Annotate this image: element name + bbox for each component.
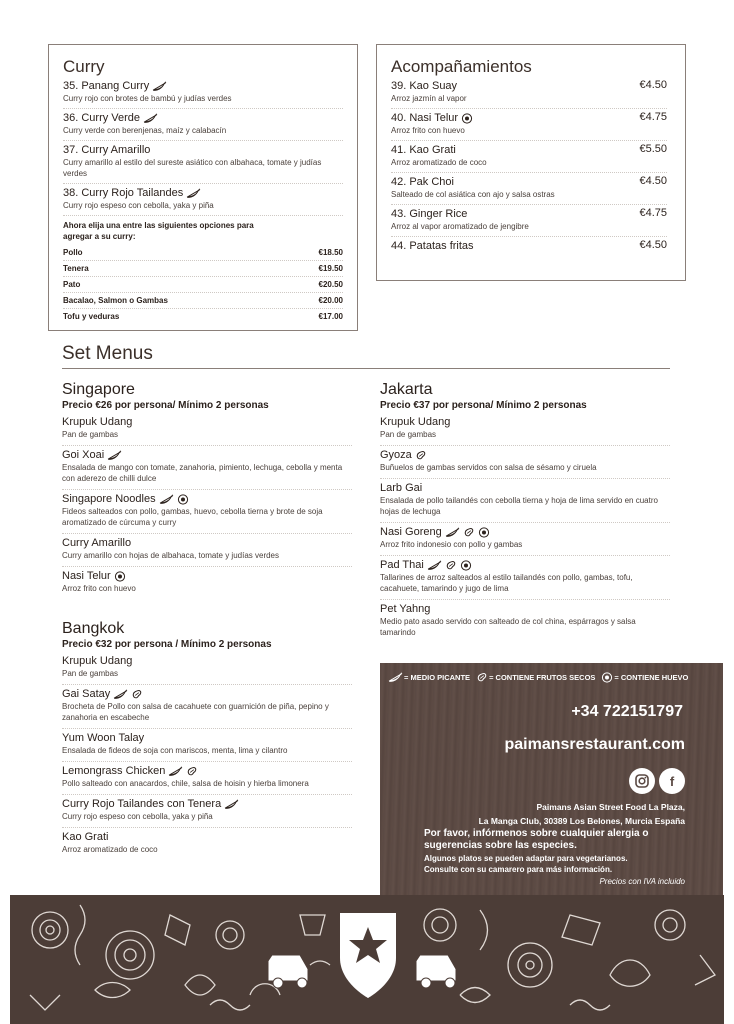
iva-note: Precios con IVA incluido xyxy=(599,877,685,886)
item-price: €4.50 xyxy=(639,239,667,251)
menu-item: Pet Yahng Medio pato asado servido con salteado de col china, espárragos y salsa tamarindo xyxy=(380,603,636,637)
side-item xyxy=(391,237,667,257)
item-price: €4.50 xyxy=(639,79,667,91)
chili-icon xyxy=(159,494,174,505)
item-desc: Arroz jazmín al vapor xyxy=(391,94,467,103)
curry-item xyxy=(63,184,343,216)
menu-item: Nasi Telur Arroz frito con huevo xyxy=(62,570,136,593)
item-name: 36. Curry Verde xyxy=(63,112,141,124)
item-desc: Curry rojo con brotes de bambú y judías verdes xyxy=(63,94,232,103)
item-desc: Curry verde con berenjenas, maíz y calabacín xyxy=(63,126,227,135)
item-price: €5.50 xyxy=(639,143,667,155)
allergy-note: Por favor, infórmenos sobre cualquier alergia o sugerencias sobre las especies. xyxy=(424,828,649,851)
menu-item: Krupuk Udang Pan de gambas xyxy=(380,413,670,446)
menu-item: Nasi Goreng Arroz frito indonesio con pollo y gambas xyxy=(380,523,670,556)
chili-icon xyxy=(445,527,460,538)
side-item xyxy=(391,109,667,141)
item-name: 42. Pak Choi xyxy=(391,176,454,188)
nut-icon xyxy=(131,689,143,700)
curry-option: Tofu y veduras €17.00 xyxy=(63,312,343,321)
set-menus-title: Set Menus xyxy=(62,343,153,364)
menu-singapore xyxy=(62,381,352,599)
phone-number[interactable]: +34 722151797 xyxy=(571,703,683,720)
egg-icon xyxy=(601,672,613,683)
curry-item xyxy=(63,79,343,109)
nut-icon xyxy=(186,766,198,777)
nut-icon xyxy=(415,450,427,461)
egg-icon xyxy=(478,527,490,538)
menu-item: Curry Amarillo Curry amarillo con hojas de albahaca, tomate y judías verdes xyxy=(62,534,352,567)
item-price: €4.50 xyxy=(639,175,667,187)
chili-icon xyxy=(143,113,158,124)
chili-icon xyxy=(152,81,167,92)
chili-icon xyxy=(113,689,128,700)
egg-icon xyxy=(114,571,126,582)
address: Paimans Asian Street Food La Plaza, La Manga Club, 30389 Los Belones, Murcia España xyxy=(478,802,685,826)
curry-option: Tenera €19.50 xyxy=(63,261,343,277)
item-price: €4.75 xyxy=(639,207,667,219)
menu-item: Curry Rojo Tailandes con Tenera Curry rojo espeso con cebolla, yaka y piña xyxy=(62,795,352,828)
curry-title: Curry xyxy=(63,57,105,76)
item-price: €4.75 xyxy=(639,111,667,123)
curry-options xyxy=(63,245,343,324)
egg-icon xyxy=(461,113,473,124)
chili-icon xyxy=(388,672,403,683)
chili-icon xyxy=(168,766,183,777)
item-name: 38. Curry Rojo Tailandes xyxy=(63,187,184,199)
menu-title: Jakarta xyxy=(380,381,433,398)
menu-item: Yum Woon Talay Ensalada de fideos de soja con mariscos, menta, lima y cilantro xyxy=(62,729,352,762)
side-item xyxy=(391,141,667,173)
menu-item: Singapore Noodles Fideos salteados con pollo, gambas, huevo, cebolla tierna y brote de soja aromatizado de cúrcuma y curry xyxy=(62,490,352,534)
menu-bangkok xyxy=(62,620,352,860)
chili-icon xyxy=(224,799,239,810)
menu-price: Precio €32 por persona / Mínimo 2 personas xyxy=(62,639,272,650)
item-name: 43. Ginger Rice xyxy=(391,208,468,220)
menu-price: Precio €26 por persona/ Mínimo 2 personas xyxy=(62,400,269,411)
nut-icon xyxy=(445,560,457,571)
side-item xyxy=(391,173,667,205)
nut-icon xyxy=(476,672,488,683)
item-desc: Salteado de col asiática con ajo y salsa ostras xyxy=(391,190,555,199)
side-item xyxy=(391,205,667,237)
menu-title: Bangkok xyxy=(62,620,125,637)
curry-item xyxy=(63,109,343,141)
menu-item: Pad Thai Tallarines de arroz salteados al estilo tailandés con pollo, gambas, tofu, cacahuete, tamarindo y jugo de lima xyxy=(380,556,670,600)
item-name: 37. Curry Amarillo xyxy=(63,144,151,156)
curry-option: Pato €20.50 xyxy=(63,277,343,293)
side-item xyxy=(391,79,667,109)
nut-icon xyxy=(463,527,475,538)
item-name: 41. Kao Grati xyxy=(391,144,456,156)
contact-panel xyxy=(380,663,723,895)
social-links xyxy=(629,768,685,794)
menu-item: Gai Satay Brocheta de Pollo con salsa de cacahuete con guarnición de piña, pepino y zanahoria en escabeche xyxy=(62,685,352,729)
chili-icon xyxy=(427,560,442,571)
egg-icon xyxy=(177,494,189,505)
item-desc: Arroz frito con huevo xyxy=(391,126,465,135)
website-link[interactable]: paimansrestaurant.com xyxy=(504,736,685,753)
item-desc: Curry amarillo al estilo del sureste asiático con albahaca, tomate y judías verdes xyxy=(63,158,322,178)
item-desc: Curry rojo espeso con cebolla, yaka y piña xyxy=(63,201,214,210)
legend-spicy: = MEDIO PICANTE xyxy=(404,673,471,682)
menu-item: Krupuk Udang Pan de gambas xyxy=(62,652,352,685)
menu-item: Lemongrass Chicken Pollo salteado con anacardos, chile, salsa de hoisin y hierba limonera xyxy=(62,762,352,795)
curry-option: Bacalao, Salmon o Gambas €20.00 xyxy=(63,293,343,309)
menu-item: Gyoza Buñuelos de gambas servidos con salsa de sésamo y ciruela xyxy=(380,446,670,479)
item-name: 39. Kao Suay xyxy=(391,80,458,92)
menu-item: Krupuk Udang Pan de gambas xyxy=(62,413,352,446)
menu-item: Kao Grati Arroz aromatizado de coco xyxy=(62,831,158,854)
item-name: 44. Patatas fritas xyxy=(391,240,474,252)
item-name: 35. Panang Curry xyxy=(63,80,150,92)
sides-box xyxy=(376,44,686,281)
curry-box xyxy=(48,44,358,331)
curry-options-intro: Ahora elija una entre las siguientes opciones para agregar a su curry: xyxy=(63,221,254,241)
footer-illustration xyxy=(10,895,724,1024)
item-desc: Arroz al vapor aromatizado de jengibre xyxy=(391,222,529,231)
menu-item: Goi Xoai Ensalada de mango con tomate, zanahoria, pimiento, lechuga, cebolla y menta con aderezo de chilli dulce xyxy=(62,446,352,490)
food-doodles xyxy=(10,895,724,1024)
sides-title: Acompañamientos xyxy=(391,57,532,76)
menu-jakarta xyxy=(380,381,670,643)
divider xyxy=(62,368,670,369)
curry-option: Pollo €18.50 xyxy=(63,245,343,261)
item-desc: Arroz aromatizado de coco xyxy=(391,158,487,167)
menu-title: Singapore xyxy=(62,381,135,398)
chili-icon xyxy=(186,188,201,199)
egg-icon xyxy=(460,560,472,571)
legend-egg: = CONTIENE HUEVO xyxy=(614,673,689,682)
item-name: 40. Nasi Telur xyxy=(391,112,459,124)
menu-item: Larb Gai Ensalada de pollo tailandés con cebolla tierna y hoja de lima servido en cuatro hojas de lechuga xyxy=(380,479,670,523)
facebook-icon[interactable]: f xyxy=(659,768,685,794)
notes: Algunos platos se pueden adaptar para vegetarianos. Consulte con su camarero para más información. xyxy=(424,854,628,874)
icon-legend xyxy=(388,672,688,683)
chili-icon xyxy=(107,450,122,461)
menu-price: Precio €37 por persona/ Mínimo 2 personas xyxy=(380,400,587,411)
legend-nuts: = CONTIENE FRUTOS SECOS xyxy=(489,673,596,682)
curry-item xyxy=(63,141,343,184)
instagram-icon[interactable] xyxy=(629,768,655,794)
